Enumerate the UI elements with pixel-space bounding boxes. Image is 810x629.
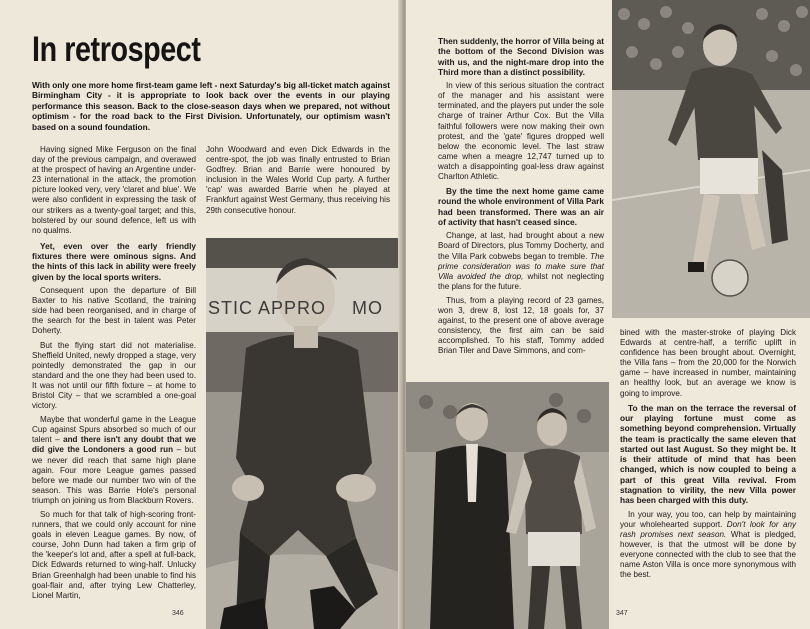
- lead-paragraph: Then suddenly, the horror of Villa being at the bottom of the Second Division was with us, and the night-mare drop into the Third more than a distinct possibility.: [438, 36, 604, 77]
- text-run: Maybe that wonderful game in the League Cup against Spurs absorbed so much of our talent –: [32, 415, 196, 445]
- paragraph: bined with the master-stroke of playing Dick Edwards at centre-half, a terrific uplift in confidence has been brought about. Overnight, the Villa fans – from the 20,000 for the Norwich game – have increased in number, maintaining an healthy look, but an average we know is going to improve.: [620, 328, 796, 398]
- paragraph: So much for that talk of high-scoring front-runners, that we could only account for nine goals in eleven League games. By now, of course, John Dunn had taken a firm grip of the 'keeper's lot and, after a spell at full-back, Dick Edwards returned to wing-half. Unlucky Brian Greenhalgh had been unable to find his goal-flair and, after trying Lew Chatterley, Lionel Martin,: [32, 510, 196, 600]
- italic-text-run: The prime consideration was to make sure that Villa avoided the drop,: [438, 251, 604, 281]
- pull-quote: Yet, even over the early friendly fixtures there were ominous signs. And the hints of this lack in ability were freely given by the local sports writers.: [32, 240, 196, 282]
- left-page: [0, 0, 402, 629]
- text-run: whilst not neglecting the plans for the future.: [438, 271, 604, 291]
- player-dribbling-graphic: [612, 0, 810, 318]
- paragraph: Consequent upon the departure of Bill Baxter to his native Scotland, the training side had been reorganised, and in charge of the search for the best in talent was Peter Doherty.: [32, 286, 196, 336]
- intro-paragraph: With only one more home first-team game left - next Saturday's big all-ticket match against Birmingham City - it is appropriate to look back over the events in our playing performance this season. Back to the close-season days when we prepared, not without optimism - for the road back to the First Division. Unfortunately, our optimism wasn't based on a sound foundation.: [32, 80, 390, 132]
- text-run: In your way, you too, can help by maintaining your wholehearted support.: [620, 509, 796, 529]
- player-photo-graphic: [206, 238, 402, 629]
- paragraph: But the flying start did not materialise. Sheffield United, newly dropped a stage, very pointedly demonstrated the gap in our standard and the one they had been used to. It was not until our fifth fixture – at home to Bristol City – that we scrambled a one-goal victory.: [32, 340, 196, 411]
- text-run: – but we never did reach that same high plane again. Four more League games passed before we made our number two win of the season. This was Barrie Hole's personal triumph on joining us from Blackburn Rovers.: [32, 445, 196, 505]
- player-crouching-photo: [206, 238, 402, 629]
- manager-photo-graphic: [406, 382, 609, 629]
- bold-text-run: and there isn't any doubt that we did give the Londoners a good run: [32, 435, 196, 455]
- right-page: [406, 0, 810, 629]
- page-number: 347: [616, 610, 628, 617]
- paragraph: Having signed Mike Ferguson on the final day of the previous campaign, and overawed at the prospect of having an Argentine under-23 international in the attack, the promotion picture looked very, very 'claret and blue'. We were also confident in expressing the task of our strikers as a twenty-goal target; and this, bolstered by our sound defence, left us with no qualms.: [32, 145, 196, 235]
- pull-quote: To the man on the terrace the reversal of our playing fortune must come as something beyond comprehension. Virtually the team is practically the same eleven that started out last August. So they might be. It is their attitude of mind that has been changed, which is now coupled to being a part of this great Villa revival. From stagnation to virility, the new Villa power has been charged with this duty.: [620, 402, 796, 506]
- left-column-2: [206, 145, 390, 220]
- sign-text-right: MO: [352, 298, 384, 318]
- right-column-1: [438, 36, 604, 360]
- player-dribbling-photo: [612, 0, 810, 318]
- paragraph: In view of this serious situation the contract of the manager and his assistant were terminated, and the players put under the sole charge of trainer Arthur Cox. But the Villa faithful followers were now making their own protest, and the 'gate' figures dropped well below the economic level. The last straw came when a meagre 12,747 turned up to watch a disappointing goal-less draw against Charlton Athletic.: [438, 81, 604, 182]
- italic-text-run: Don't look for any rash promises next season.: [620, 519, 796, 539]
- manager-and-player-photo: [406, 382, 609, 629]
- paragraph: [620, 510, 796, 581]
- pull-quote: By the time the next home game came round the whole environment of Villa Park had been transformed. There was an air of activity that hasn't ceased since.: [438, 186, 604, 228]
- text-run: What is pledged, however, is that the utmost will be done by everyone connected with the club to see that the name Aston Villa is once more synonymous with the best.: [620, 529, 796, 580]
- sign-text-left: STIC APPRO: [208, 298, 327, 318]
- left-column-1: [32, 145, 196, 605]
- page-title: In retrospect: [32, 30, 201, 69]
- page-number: 346: [172, 610, 184, 617]
- paragraph: [32, 415, 196, 506]
- paragraph: Thus, from a playing record of 23 games, won 3, drew 8, lost 12, 18 goals for, 37 against, to the present one of above average consistency, the first aim can be said accomplished. To his staff, Tommy added Brian Tiler and Dave Simmons, and com-: [438, 295, 604, 356]
- right-column-2: [620, 328, 796, 584]
- paragraph: [438, 231, 604, 292]
- text-run: Change, at last, had brought about a new Board of Directors, plus Tommy Docherty, and the Villa Park cobwebs began to tremble.: [438, 231, 604, 261]
- stadium-sign-text: [208, 298, 383, 319]
- paragraph: John Woodward and even Dick Edwards in the centre-spot, the job was finally entrusted to Brian Godfrey. Brian and Barrie were honoured by inclusion in the Wales World Cup party. A further 'cap' was awarded Barrie when he played at Frankfurt against West Germany, thus receiving his 29th consecutive honour.: [206, 145, 390, 215]
